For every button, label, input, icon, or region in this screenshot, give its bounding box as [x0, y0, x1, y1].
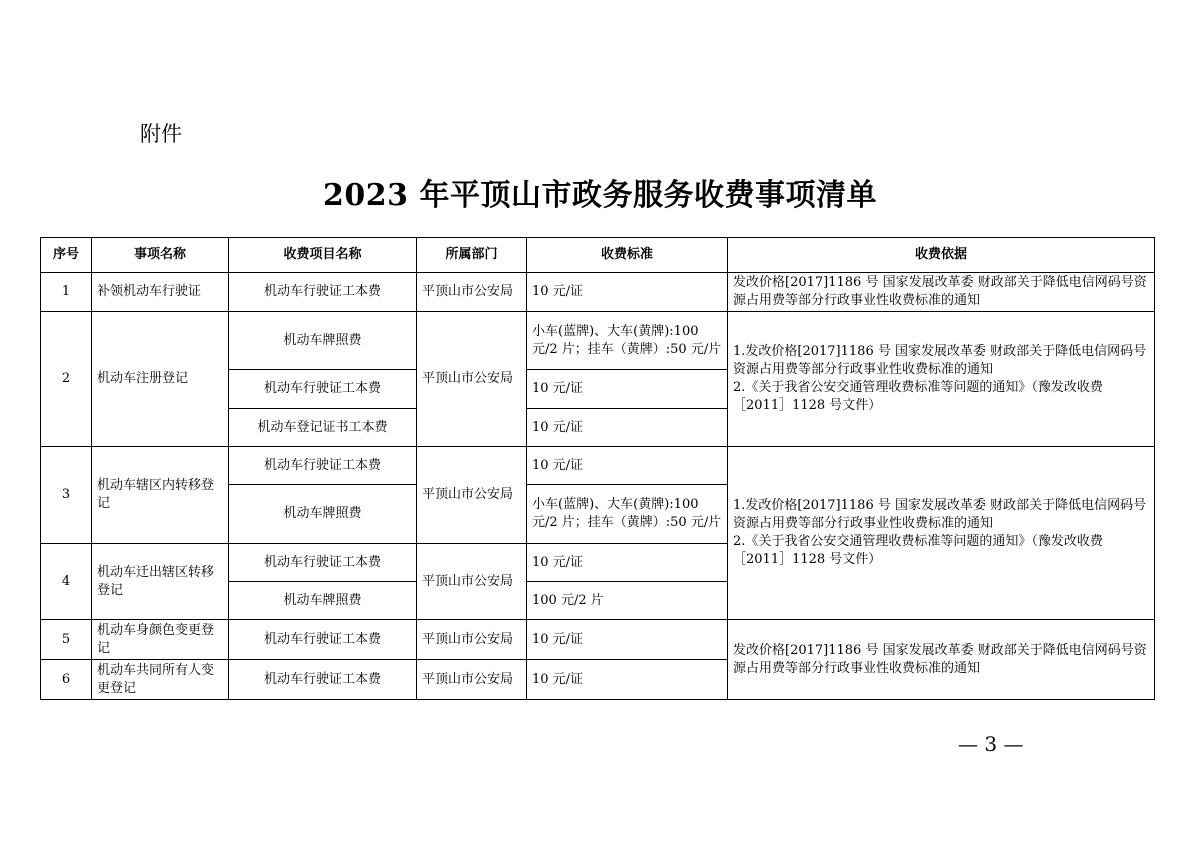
row-basis: 发改价格[2017]1186 号 国家发展改革委 财政部关于降低电信网码号资源占用费等部分行政事业性收费标准的通知: [728, 620, 1155, 700]
row-standard: 10 元/证: [527, 447, 728, 485]
row-standard: 10 元/证: [527, 370, 728, 409]
row-fee-item: 机动车行驶证工本费: [229, 273, 417, 312]
page-number: — 3 —: [958, 732, 1024, 756]
fee-table: [40, 237, 1155, 700]
header-item: 事项名称: [92, 238, 229, 273]
row-item: 机动车注册登记: [92, 312, 229, 447]
row-basis: 发改价格[2017]1186 号 国家发展改革委 财政部关于降低电信网码号资源占用费等部分行政事业性收费标准的通知: [728, 273, 1155, 312]
row-standard: 小车(蓝牌)、大车(黄牌):100 元/2 片；挂车（黄牌）:50 元/片: [527, 485, 728, 544]
header-dept: 所属部门: [417, 238, 527, 273]
header-standard: 收费标准: [527, 238, 728, 273]
row-item: 机动车共同所有人变更登记: [92, 660, 229, 700]
row-fee-item: 机动车行驶证工本费: [229, 660, 417, 700]
basis-line-1: 1.发改价格[2017]1186 号 国家发展改革委 财政部关于降低电信网码号资源占用费等部分行政事业性收费标准的通知: [733, 498, 1147, 531]
row-standard: 100 元/2 片: [527, 582, 728, 620]
row-dept: 平顶山市公安局: [417, 544, 527, 620]
table-row: [41, 447, 1155, 485]
row-fee-item: 机动车行驶证工本费: [229, 544, 417, 582]
row-fee-item: 机动车牌照费: [229, 582, 417, 620]
row-fee-item: 机动车牌照费: [229, 312, 417, 370]
row-item: 机动车辖区内转移登记: [92, 447, 229, 544]
row-no: 3: [41, 447, 92, 544]
row-dept: 平顶山市公安局: [417, 273, 527, 312]
header-no: 序号: [41, 238, 92, 273]
row-standard: 10 元/证: [527, 660, 728, 700]
basis-line-2: 2.《关于我省公安交通管理收费标准等问题的通知》（豫发改收费［2011］1128 号文件）: [733, 380, 1103, 413]
row-no: 1: [41, 273, 92, 312]
row-standard: 10 元/证: [527, 620, 728, 660]
row-dept: 平顶山市公安局: [417, 312, 527, 447]
row-dept: 平顶山市公安局: [417, 660, 527, 700]
basis-line-2: 2.《关于我省公安交通管理收费标准等问题的通知》（豫发改收费［2011］1128 号文件）: [733, 534, 1103, 567]
row-basis: [728, 312, 1155, 447]
basis-line-1: 1.发改价格[2017]1186 号 国家发展改革委 财政部关于降低电信网码号资源占用费等部分行政事业性收费标准的通知: [733, 344, 1147, 377]
row-standard: 10 元/证: [527, 409, 728, 447]
row-no: 6: [41, 660, 92, 700]
row-fee-item: 机动车行驶证工本费: [229, 620, 417, 660]
row-fee-item: 机动车登记证书工本费: [229, 409, 417, 447]
row-item: 机动车迁出辖区转移登记: [92, 544, 229, 620]
table-row: [41, 620, 1155, 660]
attachment-label: 附件: [140, 122, 182, 146]
row-fee-item: 机动车行驶证工本费: [229, 447, 417, 485]
row-item: 机动车身颜色变更登记: [92, 620, 229, 660]
row-fee-item: 机动车牌照费: [229, 485, 417, 544]
row-item: 补领机动车行驶证: [92, 273, 229, 312]
header-fee-item: 收费项目名称: [229, 238, 417, 273]
table-row: [41, 312, 1155, 370]
row-standard: 10 元/证: [527, 544, 728, 582]
table-header-row: [41, 238, 1155, 273]
row-no: 4: [41, 544, 92, 620]
row-fee-item: 机动车行驶证工本费: [229, 370, 417, 409]
row-basis: [728, 447, 1155, 620]
row-dept: 平顶山市公安局: [417, 620, 527, 660]
row-no: 2: [41, 312, 92, 447]
header-basis: 收费依据: [728, 238, 1155, 273]
page-title: 2023 年平顶山市政务服务收费事项清单: [323, 178, 877, 213]
table-row: [41, 273, 1155, 312]
row-standard: 10 元/证: [527, 273, 728, 312]
row-standard: 小车(蓝牌)、大车(黄牌):100 元/2 片；挂车（黄牌）:50 元/片: [527, 312, 728, 370]
row-dept: 平顶山市公安局: [417, 447, 527, 544]
row-no: 5: [41, 620, 92, 660]
